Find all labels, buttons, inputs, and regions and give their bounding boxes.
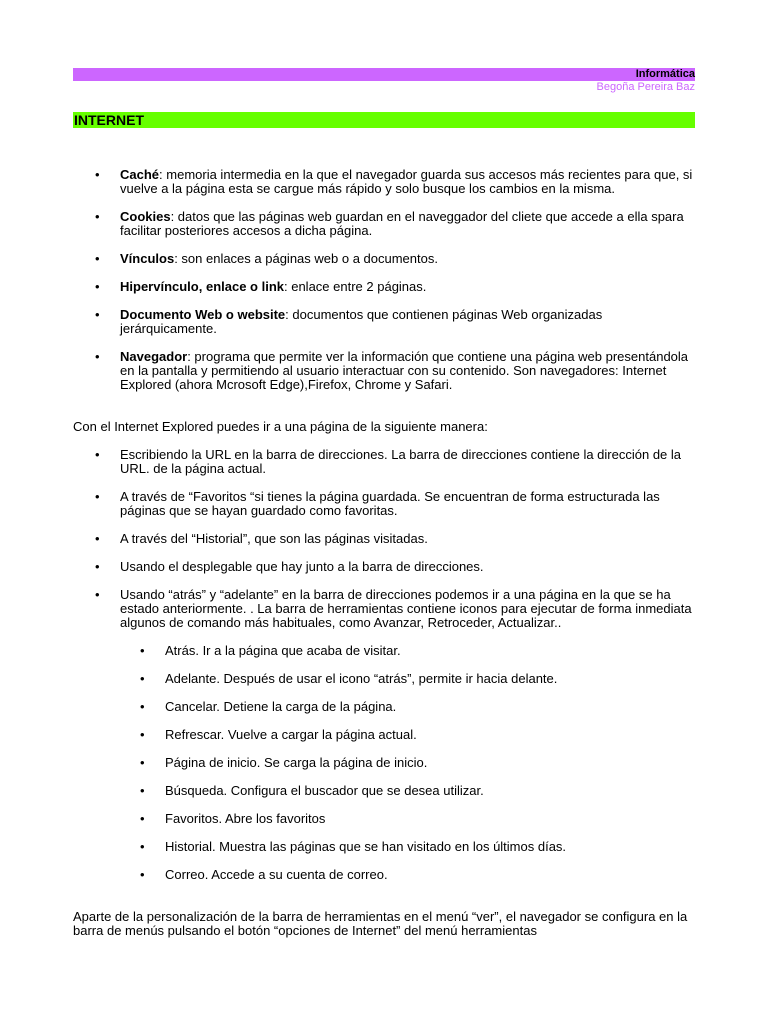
definition-item: [73, 252, 695, 266]
definition-text: : son enlaces a páginas web o a documentos.: [174, 251, 438, 266]
method-item-text: Usando “atrás” y “adelante” en la barra de direcciones podemos ir a una página en la que se ha estado anteriormente. . La barra de herramientas contiene iconos para ejecutar de forma inmediata algunos de comando más habituales, como Avanzar, Retroceder, Actualizar..: [120, 587, 692, 630]
header-title: Informática: [635, 68, 695, 80]
methods-list: [73, 448, 695, 882]
definition-term: Navegador: [120, 349, 188, 364]
method-item: • A través del “Historial”, que son las páginas visitadas.: [73, 532, 695, 546]
definitions-list: [73, 168, 695, 392]
definition-term: Hipervínculo, enlace o link: [120, 279, 284, 294]
definition-text: : datos que las páginas web guardan en el naveggador del cliete que accede a ella spara facilitar posteriores accesos a dicha página.: [120, 209, 684, 238]
toolbar-item: • Página de inicio. Se carga la página de inicio.: [120, 756, 695, 770]
toolbar-item: • Cancelar. Detiene la carga de la página.: [120, 700, 695, 714]
toolbar-item: • Correo. Accede a su cuenta de correo.: [120, 868, 695, 882]
closing-paragraph: Aparte de la personalización de la barra de herramientas en el menú “ver”, el navegador se configura en la barra de menús pulsando el botón “opciones de Internet” del menú herramientas: [73, 909, 688, 938]
definition-item: [73, 168, 695, 196]
section-title: INTERNET: [74, 112, 144, 128]
document-body: [73, 168, 695, 952]
toolbar-items-list: [120, 644, 695, 882]
definition-term: Documento Web o website: [120, 307, 286, 322]
definition-term: Vínculos: [120, 251, 175, 266]
method-item-with-sublist: [73, 588, 695, 882]
intro-paragraph: Con el Internet Explored puedes ir a una página de la siguiente manera:: [73, 419, 488, 434]
definition-text: : memoria intermedia en la que el navegador guarda sus accesos más recientes para que, si vuelve a la página esta se cargue más rápido y solo busque los cambios en la misma.: [120, 167, 693, 196]
definition-text: : documentos que contienen páginas Web organizadas jerárquicamente.: [120, 307, 603, 336]
definition-term: Cookies: [120, 209, 171, 224]
definition-item: [73, 210, 695, 238]
definition-item: [73, 280, 695, 294]
toolbar-item: • Búsqueda. Configura el buscador que se desea utilizar.: [120, 784, 695, 798]
toolbar-item: • Favoritos. Abre los favoritos: [120, 812, 695, 826]
method-item: • Escribiendo la URL en la barra de direcciones. La barra de direcciones contiene la dirección de la URL. de la página actual.: [73, 448, 695, 476]
method-item: • A través de “Favoritos “si tienes la página guardada. Se encuentran de forma estructurada las páginas que se hayan guardado como favoritas.: [73, 490, 695, 518]
toolbar-item: • Atrás. Ir a la página que acaba de visitar.: [120, 644, 695, 658]
definition-item: [73, 350, 695, 392]
toolbar-item: • Adelante. Después de usar el icono “atrás”, permite ir hacia delante.: [120, 672, 695, 686]
definition-text: : enlace entre 2 páginas.: [284, 279, 427, 294]
definition-item: [73, 308, 695, 336]
header-author: Begoña Pereira Baz: [596, 81, 695, 93]
section-bar: [73, 112, 695, 128]
header-bar: [73, 68, 695, 81]
definition-text: : programa que permite ver la información que contiene una página web presentándola en la pantalla y permitiendo al usuario interactuar con su contenido. Son navegadores: Internet Explored (ahora Mcrosoft Edge),Firefox, Chrome y Safari.: [120, 349, 689, 392]
method-item: • Usando el desplegable que hay junto a la barra de direcciones.: [73, 560, 695, 574]
definition-term: Caché: [120, 167, 160, 182]
toolbar-item: • Refrescar. Vuelve a cargar la página actual.: [120, 728, 695, 742]
toolbar-item: • Historial. Muestra las páginas que se han visitado en los últimos días.: [120, 840, 695, 854]
